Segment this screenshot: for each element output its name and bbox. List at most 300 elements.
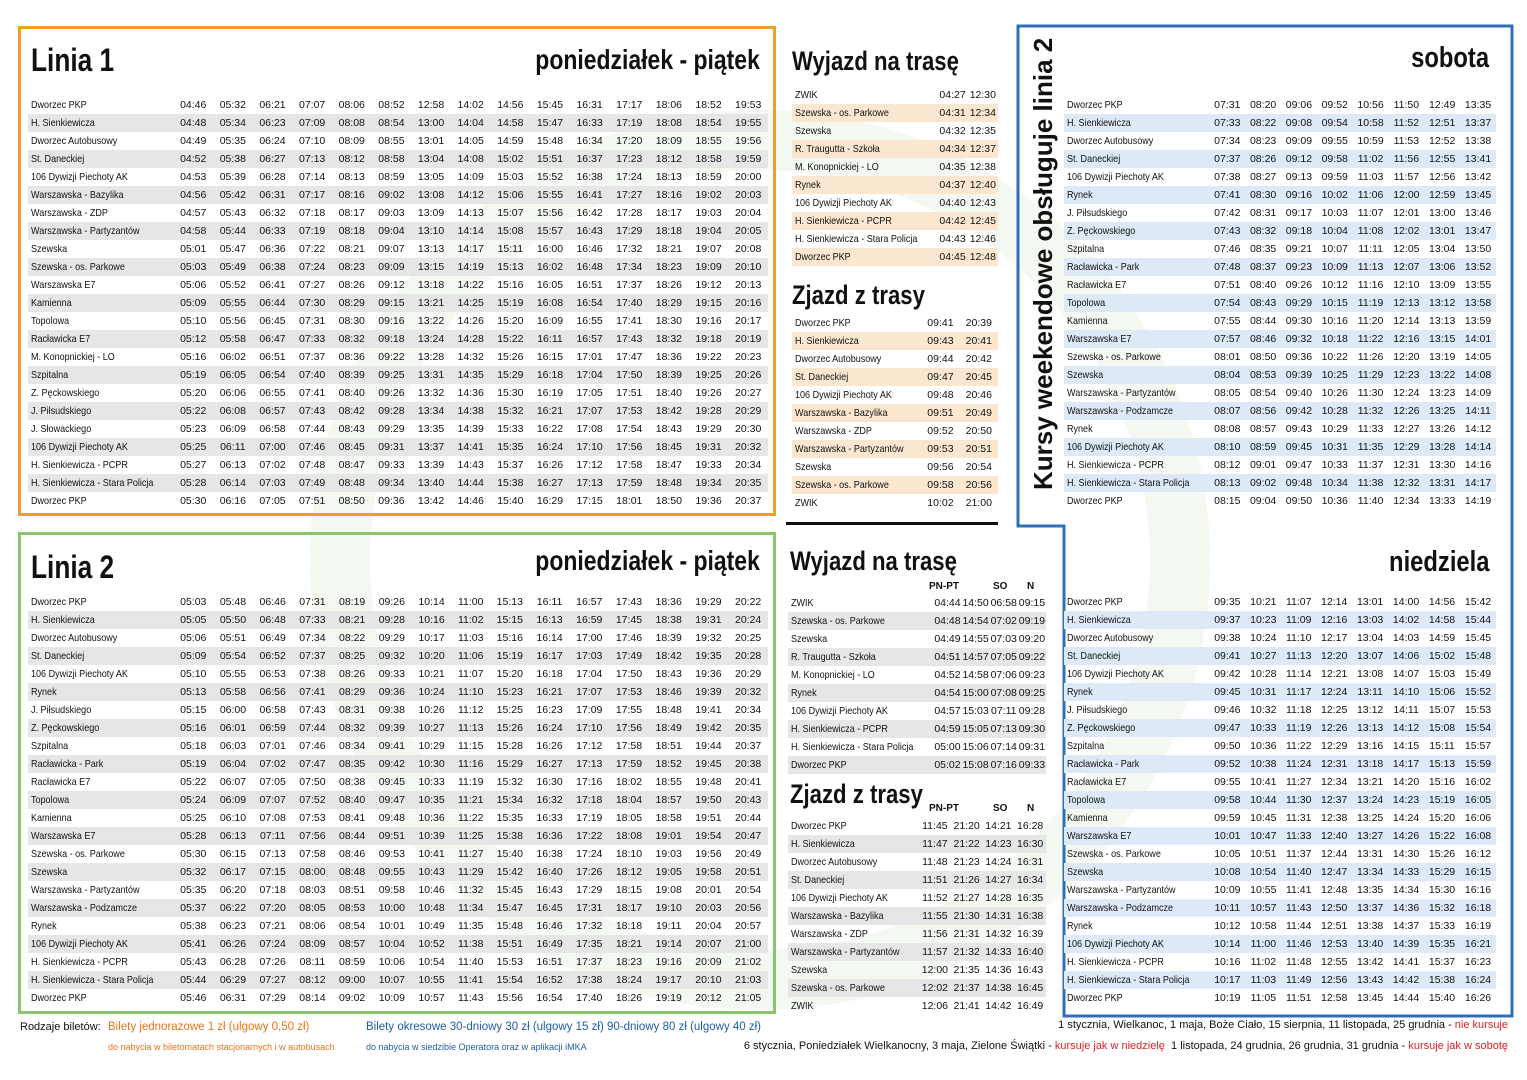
departure-time: 08:19 bbox=[338, 596, 366, 608]
departure-time: 06:36 bbox=[259, 243, 286, 255]
departure-time: 10:16 bbox=[1321, 315, 1348, 327]
departure-time: 12:16 bbox=[1388, 330, 1424, 348]
table-row bbox=[28, 899, 768, 917]
departure-time: 18:49 bbox=[649, 719, 689, 737]
departure-time: 14:56 bbox=[497, 99, 524, 111]
departure-time: 16:28 bbox=[1016, 820, 1044, 832]
departure-time: 09:31 bbox=[372, 438, 412, 456]
departure-time: 07:51 bbox=[298, 495, 326, 507]
departure-time: 06:33 bbox=[253, 222, 293, 240]
departure-time: 19:56 bbox=[695, 848, 722, 860]
departure-time: 11:22 bbox=[1285, 740, 1312, 752]
departure-time: 08:35 bbox=[332, 755, 372, 773]
departure-time: 18:51 bbox=[655, 740, 682, 752]
departure-time: 20:37 bbox=[734, 740, 762, 752]
departure-time: 13:37 bbox=[1460, 114, 1496, 132]
departure-time: 11:02 bbox=[1250, 956, 1277, 968]
departure-time: 16:57 bbox=[570, 330, 610, 348]
departure-time: 07:47 bbox=[293, 755, 333, 773]
departure-time: 08:57 bbox=[1249, 423, 1277, 435]
departure-time: 04:32 bbox=[939, 125, 966, 137]
table-row bbox=[792, 104, 998, 122]
departure-time: 10:02 bbox=[1317, 186, 1353, 204]
departure-time: 14:56 bbox=[1428, 596, 1456, 608]
departure-time: 06:11 bbox=[213, 438, 253, 456]
departure-time: 07:30 bbox=[292, 294, 332, 312]
departure-time: 05:50 bbox=[213, 611, 253, 629]
departure-time: 16:33 bbox=[570, 114, 610, 132]
departure-time: 14:36 bbox=[1388, 899, 1424, 917]
departure-time: 10:38 bbox=[1245, 755, 1281, 773]
departure-time: 09:32 bbox=[372, 647, 412, 665]
departure-time: 13:01 bbox=[1356, 596, 1384, 608]
departure-time: 09:55 bbox=[372, 863, 412, 881]
stop-name: Warszawska - Partyzantów bbox=[791, 946, 900, 958]
departure-time: 20:03 bbox=[689, 899, 729, 917]
departure-time: 20:57 bbox=[734, 920, 762, 932]
departure-time: 13:42 bbox=[1356, 956, 1384, 968]
departure-time: 18:57 bbox=[649, 791, 689, 809]
departure-time: 19:11 bbox=[655, 920, 682, 932]
zjazd2-table bbox=[788, 817, 1046, 1015]
departure-time: 10:41 bbox=[418, 848, 445, 860]
departure-time: 05:30 bbox=[180, 848, 207, 860]
stop-name: Dworzec PKP bbox=[795, 317, 851, 329]
departure-time: 07:38 bbox=[299, 668, 326, 680]
departure-time: 10:59 bbox=[1357, 135, 1384, 147]
departure-time: 06:20 bbox=[219, 884, 247, 896]
departure-time: 13:50 bbox=[1464, 243, 1492, 255]
departure-time: 06:46 bbox=[259, 596, 286, 608]
departure-time: 17:38 bbox=[569, 971, 609, 989]
stop-name: J. Piłsudskiego bbox=[31, 704, 92, 716]
stop-name: Racławicka - Park bbox=[1067, 758, 1140, 770]
departure-time: 05:30 bbox=[180, 495, 207, 507]
departure-time: 19:16 bbox=[695, 315, 722, 327]
departure-time: 11:03 bbox=[1245, 971, 1281, 989]
departure-time: 10:16 bbox=[412, 611, 452, 629]
departure-time: 12:14 bbox=[1321, 596, 1348, 608]
stop-name: Szpitalna bbox=[1067, 740, 1105, 752]
table-row bbox=[28, 240, 768, 258]
departure-time: 11:08 bbox=[1353, 222, 1389, 240]
departure-time: 17:19 bbox=[609, 114, 649, 132]
stop-name: Dworzec PKP bbox=[31, 596, 87, 608]
wyjazd2-col-so: SO bbox=[993, 581, 1008, 592]
departure-time: 19:17 bbox=[649, 971, 689, 989]
departure-time: 11:34 bbox=[451, 899, 490, 917]
note2-flag: kursuje jak w niedzielę bbox=[1054, 1040, 1165, 1052]
departure-time: 13:04 bbox=[411, 150, 451, 168]
departure-time: 15:55 bbox=[530, 186, 570, 204]
departure-time: 16:19 bbox=[1464, 920, 1492, 932]
departure-time: 19:28 bbox=[689, 402, 729, 420]
departure-time: 15:13 bbox=[496, 596, 523, 608]
departure-time: 15:08 bbox=[491, 222, 531, 240]
departure-time: 21:02 bbox=[734, 956, 762, 968]
departure-time: 09:08 bbox=[1281, 114, 1317, 132]
departure-time: 11:02 bbox=[451, 611, 490, 629]
departure-time: 14:33 bbox=[983, 943, 1015, 961]
zjazd1-table bbox=[792, 314, 998, 512]
departure-time: 11:31 bbox=[1285, 812, 1312, 824]
departure-time: 16:00 bbox=[536, 243, 564, 255]
departure-time: 14:58 bbox=[1424, 611, 1460, 629]
departure-time: 13:40 bbox=[1352, 935, 1388, 953]
departure-time: 09:18 bbox=[372, 330, 412, 348]
stop-name: Dworzec Autobusowy bbox=[31, 135, 118, 147]
departure-time: 08:41 bbox=[338, 812, 366, 824]
departure-time: 09:55 bbox=[1321, 135, 1348, 147]
departure-time: 16:15 bbox=[536, 351, 564, 363]
stop-name: H. Sienkiewicza - Stara Policja bbox=[31, 477, 154, 489]
departure-time: 06:32 bbox=[259, 207, 286, 219]
departure-time: 12:27 bbox=[1393, 423, 1420, 435]
departure-time: 07:05 bbox=[990, 648, 1018, 666]
departure-time: 17:24 bbox=[576, 848, 603, 860]
departure-time: 09:00 bbox=[332, 971, 372, 989]
weekend-vertical-title: Kursy weekendowe obsługuje linia 2 bbox=[1028, 37, 1058, 490]
table-row bbox=[792, 422, 998, 440]
departure-time: 16:38 bbox=[536, 848, 563, 860]
departure-time: 20:30 bbox=[735, 423, 762, 435]
departure-time: 15:51 bbox=[530, 150, 570, 168]
zjazd1-title: Zjazd z trasy bbox=[792, 280, 925, 310]
departure-time: 08:44 bbox=[1249, 315, 1277, 327]
departure-time: 11:40 bbox=[457, 956, 484, 968]
departure-time: 08:29 bbox=[332, 294, 372, 312]
departure-time: 05:03 bbox=[180, 596, 207, 608]
departure-time: 09:39 bbox=[1281, 366, 1317, 384]
zjazd2-col-pnpt: PN-PT bbox=[929, 803, 959, 814]
stop-name: Warszawska - Partyzantów bbox=[1067, 884, 1176, 896]
departure-time: 08:59 bbox=[1245, 438, 1281, 456]
table-row bbox=[1064, 773, 1496, 791]
departure-time: 20:29 bbox=[728, 402, 768, 420]
wyjazd1-title: Wyjazd na trasę bbox=[792, 46, 959, 76]
table-row bbox=[788, 907, 1046, 925]
departure-time: 15:40 bbox=[496, 848, 523, 860]
departure-time: 20:32 bbox=[728, 438, 768, 456]
departure-time: 07:08 bbox=[990, 684, 1018, 702]
departure-time: 10:31 bbox=[1245, 683, 1281, 701]
departure-time: 19:42 bbox=[689, 719, 729, 737]
departure-time: 10:26 bbox=[1321, 387, 1348, 399]
departure-time: 16:49 bbox=[530, 935, 570, 953]
departure-time: 20:45 bbox=[960, 368, 998, 386]
departure-time: 15:53 bbox=[496, 956, 523, 968]
departure-time: 09:16 bbox=[378, 315, 405, 327]
departure-time: 15:38 bbox=[491, 474, 531, 492]
departure-time: 20:29 bbox=[734, 668, 762, 680]
table-row bbox=[28, 791, 768, 809]
departure-time: 06:02 bbox=[219, 351, 246, 363]
table-row bbox=[1064, 953, 1496, 971]
departure-time: 17:56 bbox=[609, 719, 649, 737]
note-no-service bbox=[1058, 1019, 1508, 1031]
table-row bbox=[1064, 384, 1496, 402]
departure-time: 14:35 bbox=[451, 366, 491, 384]
departure-time: 11:02 bbox=[1353, 150, 1389, 168]
departure-time: 09:55 bbox=[1214, 776, 1241, 788]
departure-time: 15:20 bbox=[1428, 812, 1456, 824]
departure-time: 14:28 bbox=[985, 892, 1012, 904]
departure-time: 17:50 bbox=[609, 366, 649, 384]
departure-time: 12:37 bbox=[968, 140, 998, 158]
departure-time: 13:41 bbox=[1460, 150, 1496, 168]
departure-time: 07:56 bbox=[293, 827, 333, 845]
departure-time: 15:05 bbox=[962, 720, 990, 738]
departure-time: 21:20 bbox=[953, 820, 980, 832]
departure-time: 13:21 bbox=[411, 294, 451, 312]
departure-time: 17:46 bbox=[615, 632, 643, 644]
departure-time: 15:42 bbox=[1464, 596, 1492, 608]
departure-time: 05:10 bbox=[180, 315, 207, 327]
departure-time: 16:57 bbox=[576, 596, 603, 608]
departure-time: 15:29 bbox=[1424, 863, 1460, 881]
departure-time: 12:48 bbox=[1321, 884, 1348, 896]
table-row bbox=[788, 594, 1046, 612]
departure-time: 11:29 bbox=[1353, 366, 1389, 384]
departure-time: 08:01 bbox=[1214, 351, 1241, 363]
departure-time: 07:02 bbox=[990, 612, 1018, 630]
table-row bbox=[28, 809, 768, 827]
departure-time: 18:17 bbox=[655, 207, 683, 219]
stop-name: Warszawska E7 bbox=[31, 830, 96, 842]
departure-time: 11:56 bbox=[1388, 150, 1424, 168]
departure-time: 07:11 bbox=[253, 827, 293, 845]
departure-time: 12:21 bbox=[1321, 668, 1348, 680]
departure-time: 14:22 bbox=[457, 279, 484, 291]
departure-time: 14:12 bbox=[451, 186, 491, 204]
departure-time: 05:16 bbox=[173, 719, 213, 737]
departure-time: 07:00 bbox=[253, 438, 293, 456]
departure-time: 07:48 bbox=[298, 459, 326, 471]
departure-time: 04:45 bbox=[937, 248, 967, 266]
departure-time: 18:24 bbox=[609, 971, 649, 989]
departure-time: 04:48 bbox=[933, 612, 961, 630]
departure-time: 07:07 bbox=[298, 99, 326, 111]
departure-time: 18:59 bbox=[695, 171, 722, 183]
departure-time: 06:16 bbox=[219, 495, 246, 507]
departure-time: 08:51 bbox=[338, 884, 366, 896]
departure-time: 10:36 bbox=[1250, 740, 1277, 752]
departure-time: 14:44 bbox=[1392, 992, 1420, 1004]
departure-time: 10:28 bbox=[1250, 668, 1277, 680]
departure-time: 16:46 bbox=[576, 243, 603, 255]
departure-time: 17:37 bbox=[616, 279, 643, 291]
departure-time: 10:18 bbox=[1317, 330, 1353, 348]
departure-time: 11:33 bbox=[1357, 423, 1384, 435]
departure-time: 09:33 bbox=[378, 668, 405, 680]
table-row bbox=[28, 204, 768, 222]
departure-time: 06:47 bbox=[253, 330, 293, 348]
departure-time: 05:28 bbox=[173, 827, 213, 845]
departure-time: 14:06 bbox=[1388, 647, 1424, 665]
departure-time: 09:53 bbox=[921, 440, 959, 458]
departure-time: 11:32 bbox=[457, 884, 484, 896]
table-row bbox=[792, 494, 998, 512]
departure-time: 12:59 bbox=[1424, 186, 1460, 204]
departure-time: 07:43 bbox=[292, 402, 332, 420]
departure-time: 07:51 bbox=[1214, 279, 1241, 291]
departure-time: 19:53 bbox=[735, 99, 762, 111]
departure-time: 17:24 bbox=[616, 171, 643, 183]
departure-time: 07:44 bbox=[298, 423, 326, 435]
departure-time: 15:11 bbox=[497, 243, 524, 255]
departure-time: 13:45 bbox=[1460, 186, 1496, 204]
departure-time: 09:15 bbox=[1018, 597, 1046, 609]
departure-time: 10:28 bbox=[1317, 402, 1353, 420]
stop-name: Warszawska - Bazylika bbox=[791, 910, 884, 922]
departure-time: 10:25 bbox=[1317, 366, 1353, 384]
departure-time: 20:50 bbox=[965, 425, 992, 437]
departure-time: 19:01 bbox=[649, 827, 689, 845]
table-row bbox=[1064, 917, 1496, 935]
departure-time: 13:43 bbox=[1352, 971, 1388, 989]
departure-time: 21:32 bbox=[951, 943, 983, 961]
departure-time: 09:13 bbox=[1285, 171, 1313, 183]
departure-time: 15:03 bbox=[962, 705, 989, 717]
stop-name: ZWIK bbox=[791, 597, 814, 609]
stop-name: Warszawska - Podzamcze bbox=[1067, 902, 1174, 914]
departure-time: 06:26 bbox=[213, 935, 253, 953]
table-row bbox=[28, 276, 768, 294]
departure-time: 16:30 bbox=[536, 776, 563, 788]
departure-time: 05:06 bbox=[180, 279, 207, 291]
wyjazd1-table bbox=[792, 86, 998, 266]
departure-time: 17:05 bbox=[576, 387, 603, 399]
departure-time: 18:43 bbox=[655, 423, 683, 435]
departure-time: 09:15 bbox=[372, 294, 412, 312]
departure-time: 06:04 bbox=[213, 755, 253, 773]
departure-time: 07:16 bbox=[990, 756, 1018, 774]
zjazd2-col-n: N bbox=[1027, 803, 1035, 814]
departure-time: 20:27 bbox=[735, 387, 762, 399]
departure-time: 11:38 bbox=[1353, 474, 1389, 492]
departure-time: 08:00 bbox=[293, 863, 333, 881]
departure-time: 10:01 bbox=[378, 920, 405, 932]
departure-time: 20:41 bbox=[734, 776, 762, 788]
departure-time: 09:23 bbox=[1281, 258, 1317, 276]
departure-time: 05:52 bbox=[219, 279, 246, 291]
departure-time: 16:17 bbox=[530, 647, 570, 665]
departure-time: 10:33 bbox=[1321, 459, 1348, 471]
departure-time: 15:20 bbox=[496, 668, 523, 680]
departure-time: 20:01 bbox=[695, 884, 722, 896]
departure-time: 13:31 bbox=[1424, 474, 1460, 492]
departure-time: 17:18 bbox=[569, 791, 609, 809]
departure-time: 05:46 bbox=[180, 992, 207, 1004]
departure-time: 18:29 bbox=[649, 294, 689, 312]
departure-time: 10:24 bbox=[1250, 632, 1277, 644]
departure-time: 13:52 bbox=[1460, 258, 1496, 276]
departure-time: 19:18 bbox=[689, 330, 729, 348]
departure-time: 15:22 bbox=[491, 330, 531, 348]
stop-name: 106 Dywizji Piechoty AK bbox=[791, 705, 888, 717]
departure-time: 15:38 bbox=[490, 827, 530, 845]
zjazd2-col-so: SO bbox=[993, 803, 1008, 814]
table-row bbox=[792, 140, 998, 158]
departure-time: 10:09 bbox=[378, 992, 405, 1004]
departure-time: 07:21 bbox=[259, 920, 286, 932]
departure-time: 19:54 bbox=[689, 827, 729, 845]
departure-time: 06:13 bbox=[219, 459, 246, 471]
departure-time: 10:39 bbox=[412, 827, 452, 845]
departure-time: 07:05 bbox=[259, 776, 286, 788]
departure-time: 13:55 bbox=[1464, 279, 1492, 291]
departure-time: 12:24 bbox=[1316, 683, 1352, 701]
departure-time: 15:53 bbox=[1464, 704, 1492, 716]
departure-time: 08:13 bbox=[338, 171, 365, 183]
stop-name: Warszawska - Partyzantów bbox=[1067, 387, 1176, 399]
departure-time: 13:25 bbox=[1424, 402, 1460, 420]
departure-time: 20:10 bbox=[689, 971, 729, 989]
departure-time: 07:13 bbox=[292, 150, 332, 168]
departure-time: 10:21 bbox=[418, 668, 445, 680]
table-row bbox=[788, 871, 1046, 889]
departure-time: 08:55 bbox=[378, 135, 405, 147]
departure-time: 13:32 bbox=[417, 387, 445, 399]
departure-time: 11:43 bbox=[457, 992, 484, 1004]
departure-time: 12:31 bbox=[1393, 459, 1420, 471]
departure-time: 11:52 bbox=[1388, 114, 1424, 132]
departure-time: 17:03 bbox=[569, 647, 609, 665]
departure-time: 09:42 bbox=[372, 755, 412, 773]
departure-time: 09:53 bbox=[378, 848, 405, 860]
stop-name: H. Sienkiewicza - Stara Policja bbox=[31, 974, 154, 986]
table-row bbox=[788, 835, 1046, 853]
departure-time: 18:02 bbox=[615, 776, 643, 788]
departure-time: 16:06 bbox=[1464, 812, 1492, 824]
departure-time: 15:48 bbox=[496, 920, 523, 932]
table-row bbox=[788, 817, 1046, 835]
departure-time: 04:58 bbox=[173, 222, 213, 240]
stop-name: H. Sienkiewicza - PCPR bbox=[31, 956, 128, 968]
departure-time: 08:27 bbox=[1249, 171, 1277, 183]
table-row bbox=[1064, 611, 1496, 629]
departure-time: 08:05 bbox=[293, 899, 333, 917]
departure-time: 09:38 bbox=[378, 704, 405, 716]
departure-time: 10:41 bbox=[1250, 776, 1277, 788]
departure-time: 13:11 bbox=[1352, 683, 1388, 701]
departure-time: 10:36 bbox=[418, 812, 445, 824]
departure-time: 08:57 bbox=[332, 935, 372, 953]
departure-time: 09:26 bbox=[378, 387, 405, 399]
departure-time: 14:32 bbox=[457, 351, 484, 363]
departure-time: 08:12 bbox=[293, 971, 333, 989]
departure-time: 09:58 bbox=[378, 884, 405, 896]
departure-time: 18:52 bbox=[649, 755, 689, 773]
departure-time: 14:21 bbox=[985, 820, 1012, 832]
departure-time: 17:07 bbox=[569, 683, 609, 701]
departure-time: 15:08 bbox=[962, 756, 990, 774]
departure-time: 14:43 bbox=[457, 459, 484, 471]
departure-time: 14:59 bbox=[497, 135, 524, 147]
departure-time: 20:19 bbox=[728, 330, 768, 348]
departure-time: 20:49 bbox=[734, 848, 762, 860]
departure-time: 06:58 bbox=[990, 597, 1017, 609]
departure-time: 17:32 bbox=[576, 920, 603, 932]
departure-time: 05:25 bbox=[173, 438, 213, 456]
departure-time: 08:26 bbox=[338, 668, 366, 680]
departure-time: 13:15 bbox=[1424, 330, 1460, 348]
departure-time: 12:44 bbox=[1321, 848, 1348, 860]
departure-time: 10:11 bbox=[1209, 899, 1245, 917]
table-row bbox=[792, 122, 998, 140]
departure-time: 15:40 bbox=[1428, 992, 1456, 1004]
departure-time: 20:49 bbox=[960, 404, 998, 422]
